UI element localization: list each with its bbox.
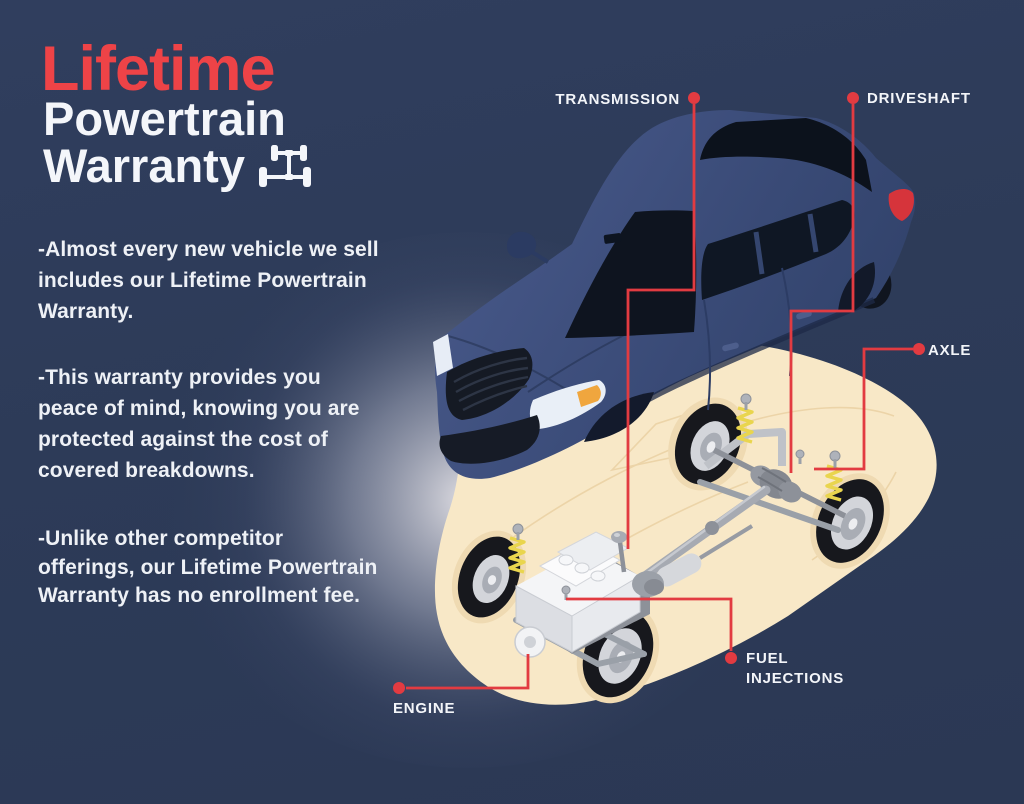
engine-dot xyxy=(393,682,405,694)
title-warranty: Warranty xyxy=(43,139,245,192)
label-fuel-line2: INJECTIONS xyxy=(746,670,845,687)
fuel-injections-dot xyxy=(725,652,737,664)
title-lifetime: Lifetime xyxy=(41,34,275,104)
axle-dot xyxy=(913,343,925,355)
paragraph-warranty-included xyxy=(38,234,458,327)
paragraph-line: Warranty has no enrollment fee. xyxy=(38,584,361,607)
label-driveshaft: DRIVESHAFT xyxy=(867,90,971,107)
paragraph-line: covered breakdowns. xyxy=(38,459,255,482)
title-warranty-row xyxy=(43,141,311,190)
transmission-dot xyxy=(688,92,700,104)
paragraph-line: Warranty. xyxy=(38,300,134,323)
paragraph-line: -Unlike other competitor xyxy=(38,527,284,550)
powertrain-icon xyxy=(257,143,311,190)
label-transmission: TRANSMISSION xyxy=(555,91,680,108)
label-engine: ENGINE xyxy=(393,700,456,717)
paragraph-line: includes our Lifetime Powertrain xyxy=(38,269,367,292)
paragraph-peace-of-mind xyxy=(38,362,458,486)
paragraph-line: offerings, our Lifetime Powertrain xyxy=(38,555,378,579)
paragraph-no-enrollment-fee xyxy=(38,525,458,611)
label-fuel-line1: FUEL xyxy=(746,650,789,667)
label-axle: AXLE xyxy=(928,342,972,359)
label-fuel-injections xyxy=(746,649,844,689)
paragraph-line: protected against the cost of xyxy=(38,428,328,451)
paragraph-line: -This warranty provides you xyxy=(38,366,321,389)
paragraph-line: -Almost every new vehicle we sell xyxy=(38,238,379,261)
paragraph-line: peace of mind, knowing you are xyxy=(38,397,360,420)
driveshaft-dot xyxy=(847,92,859,104)
title-powertrain: Powertrain xyxy=(43,92,286,145)
